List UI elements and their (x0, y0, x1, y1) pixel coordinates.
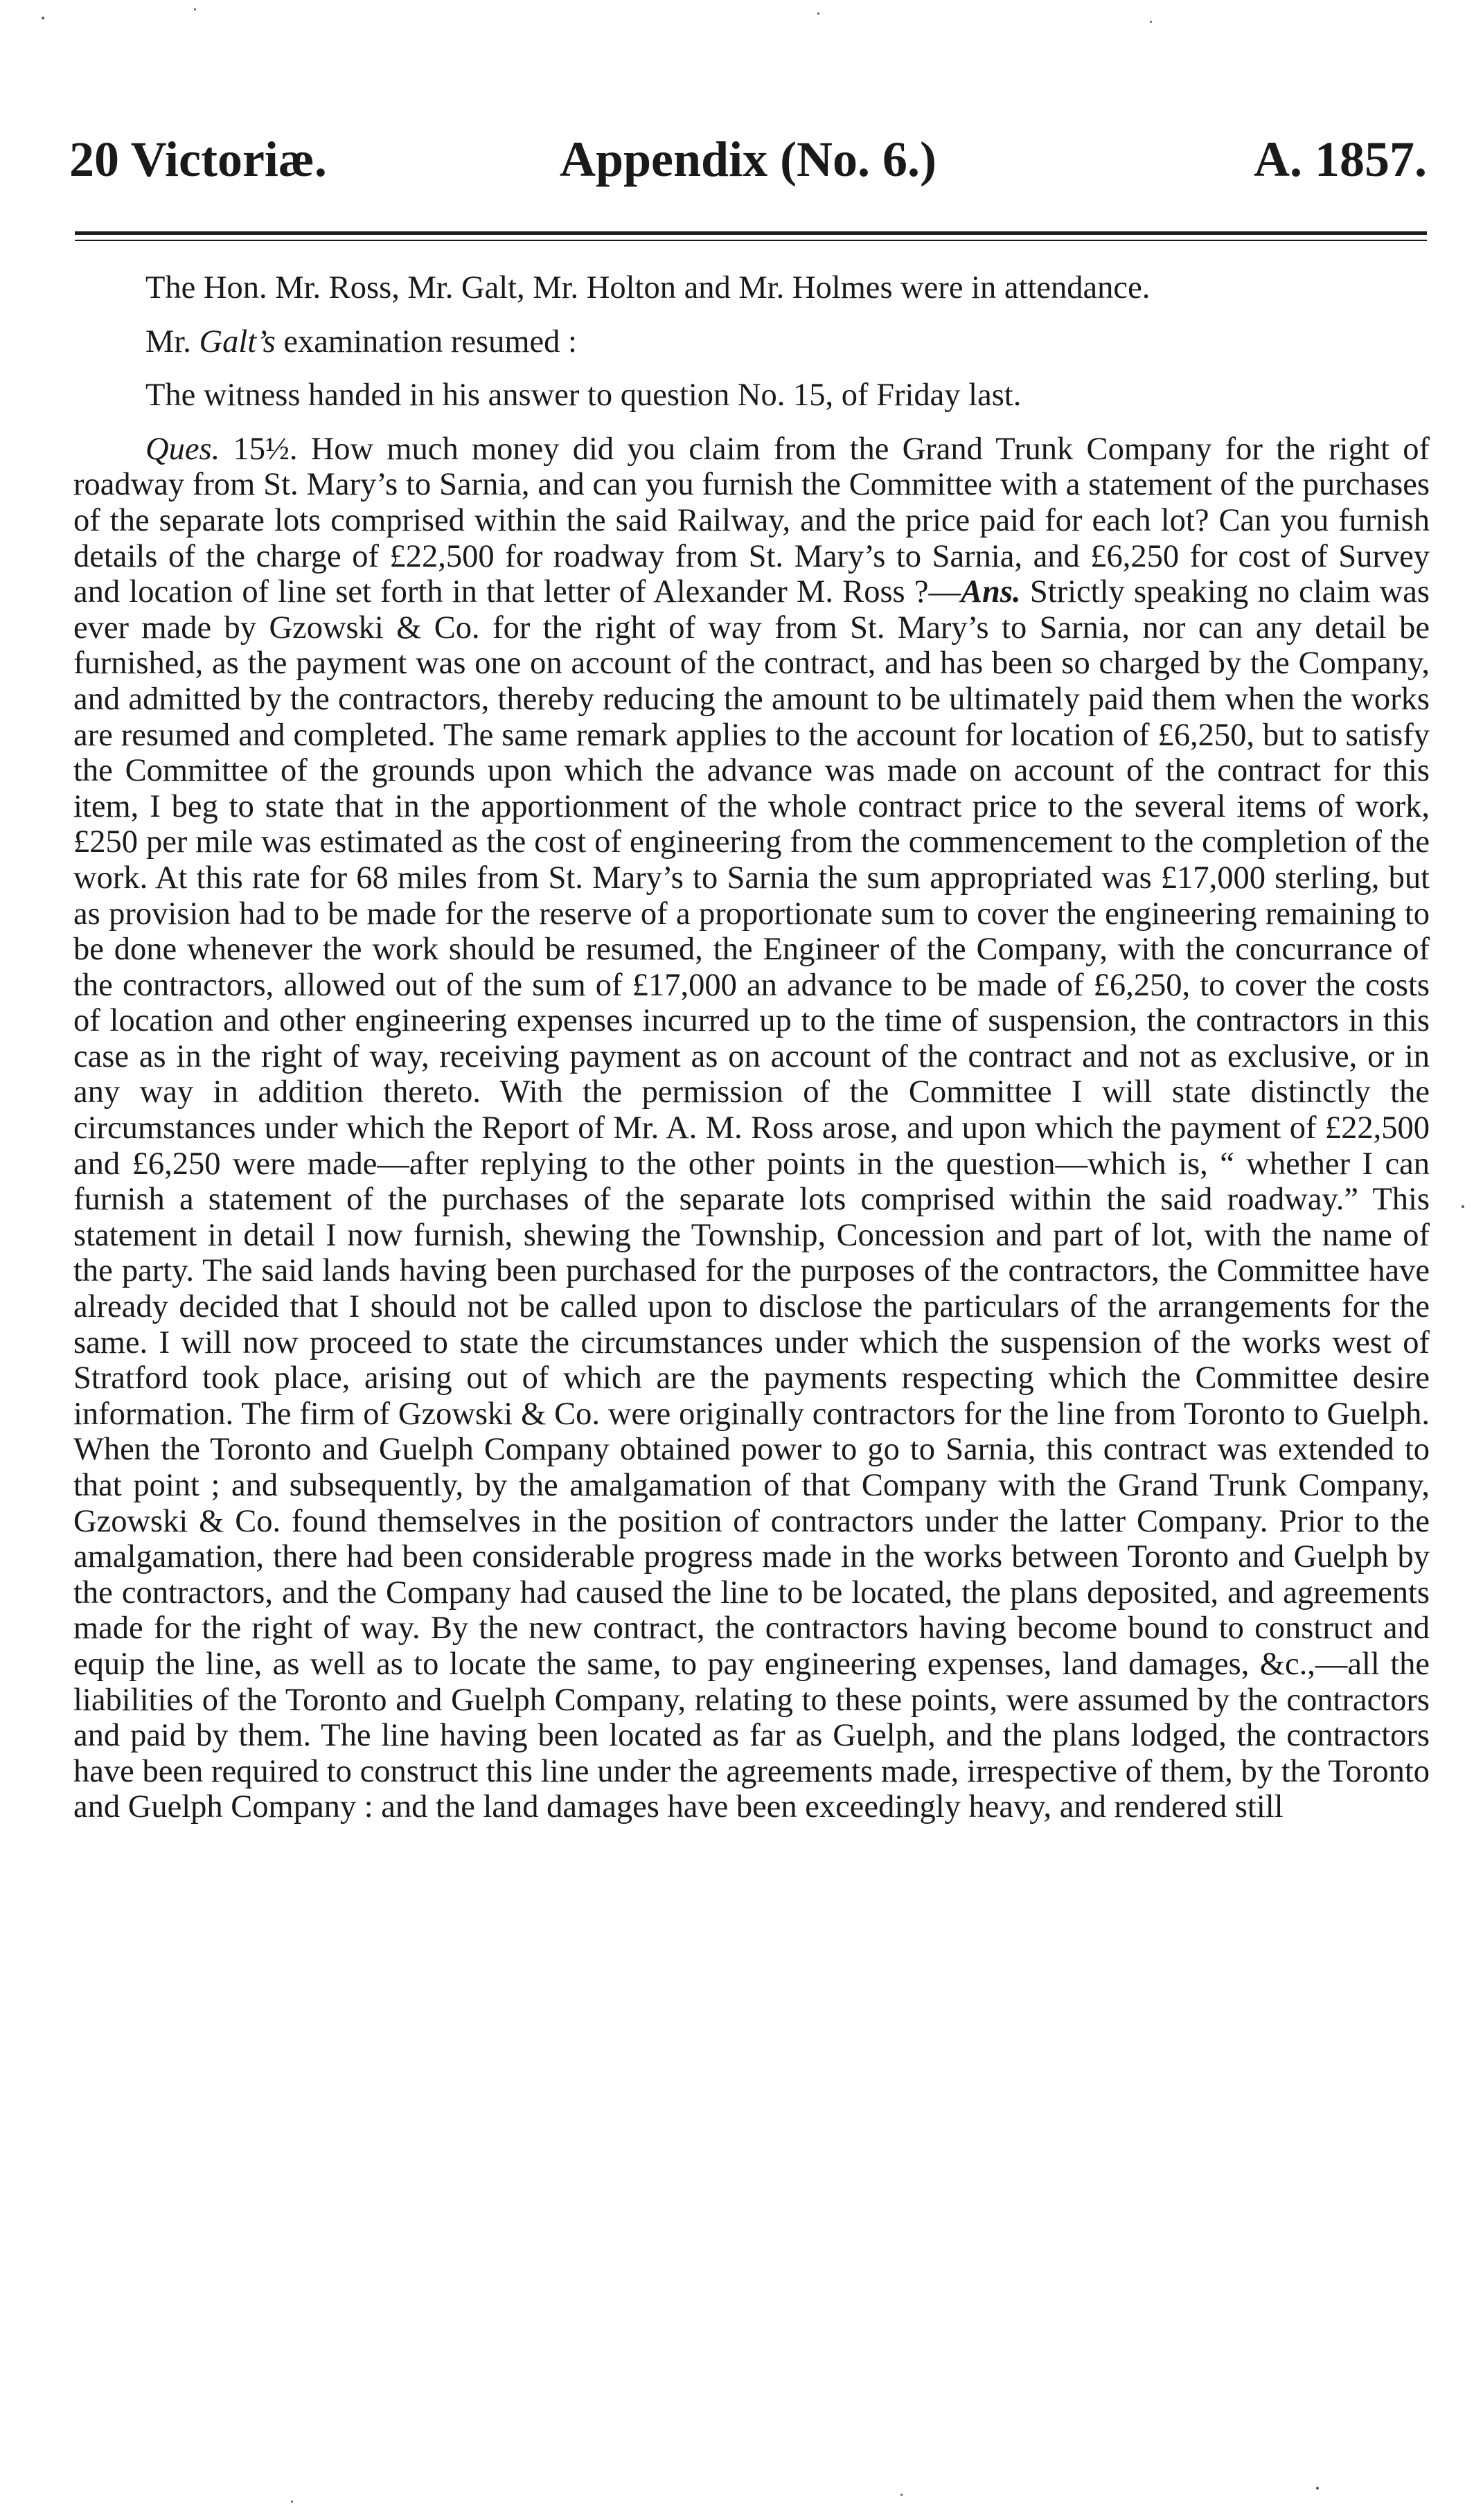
answer-body: Strictly speaking no claim was ever made by Gzowski & Co. for the right of way from St. Mary’s to Sarnia, nor can any detail be furnished, as the payment was one on account of the contract, and has been so charged by the Company, and admitted by the contractors, thereby reducing the amount to be ultimately paid them when the works are resumed and completed. The same remark applies to the account for location of £6,250, but to satisfy the Committee of the grounds upon which the advance was made on account of the contract for this item, I beg to state that in the apportionment of the whole contract price to the several items of work, £250 per mile was estimated as the cost of engineering from the commencement to the completion of the work. At this rate for 68 miles from St. Mary’s to Sarnia the sum appropriated was £17,000 sterling, but as provision had to be made for the reserve of a proportionate sum to cover the engineering remaining to be done whenever the work should be resumed, the Engineer of the Company, with the concurrance of the contractors, allowed out of the sum of £17,000 an advance to be made of £6,250, to cover the costs of location and other engineering expenses incurred up to the time of suspension, the contractors in this case as in the right of way, receiving payment as on account of the contract and not as exclusive, or in any way in addition thereto. With the permission of the Committee I will state distinctly the circumstances under which the Report of Mr. A. M. Ross arose, and upon which the payment of £22,500 and £6,250 were made—after replying to the other points in the question—which is, “ whether I can furnish a statement of the purchases of the separate lots comprised within the said roadway.” This statement in detail I now furnish, shewing the Township, Concession and part of lot, with the name of the party. The said lands having been purchased for the purposes of the contractors, the Committee have already decided that I should not be called upon to disclose the particulars of the arrangements for the same. I will now proceed to state the circumstances under which the suspension of the works west of Stratford took place, arising out of which are the payments respecting which the Committee desire information. The firm of Gzowski & Co. were originally contractors for the line from Toronto to Guelph. When the Toronto and Guelph Company obtained power to go to Sarnia, this contract was extended to that point ; and subsequently, by the amalgamation of that Company with the Grand Trunk Company, Gzowski & Co. found themselves in the position of contractors under the latter Company. Prior to the amalgamation, there had been considerable progress made in the works between Toronto and Guelph by the contractors, and the Company had caused the line to be located, the plans deposited, and agreements made for the right of way. By the new contract, the contractors having become bound to construct and equip the line, as well as to locate the same, to pay engineering expenses, land damages, &c.,—all the liabilities of the Toronto and Guelph Company, relating to these points, were assumed by the contractors and paid by them. The line having been located as far as Guelph, and the plans lodged, the contractors have been required to construct this line under the agreements made, irrespective of them, by the Toronto and Guelph Company : and the land damages have been exceedingly heavy, and rendered still (73, 574, 1430, 1825)
question-body: 15½. How much money did you claim from the Grand Trunk Company for the right of roadway from St. Mary’s to Sarnia, and can you furnish the Committee with a statement of the purchases of the separate lots comprised within the said Railway, and the price paid for each lot? Can you furnish details of the charge of £22,500 for roadway from St. Mary’s to Sarnia, and £6,250 for cost of Survey and location of line set forth in that letter of Alexander M. Ross ?— (73, 431, 1430, 610)
header-rule (75, 231, 1427, 241)
attendance-paragraph: The Hon. Mr. Ross, Mr. Galt, Mr. Holton and Mr. Holmes were in attendance. (145, 270, 1151, 305)
handed-in-paragraph: The witness handed in his answer to question No. 15, of Friday last. (145, 378, 1022, 414)
header-appendix: Appendix (No. 6.) (559, 132, 937, 187)
question-label: Ques. (145, 431, 220, 467)
answer-label: Ans. (961, 574, 1021, 610)
witness-name: Galt’s (199, 323, 276, 360)
examination-resumed-paragraph (73, 324, 1430, 360)
resumed-prefix: Mr. (145, 323, 199, 360)
header-session: 20 Victoriæ. (69, 132, 327, 187)
header-year: A. 1857. (1254, 132, 1427, 187)
question-answer-paragraph (73, 432, 1430, 1825)
resumed-suffix: examination resumed : (275, 323, 577, 360)
body-text (73, 270, 1430, 1825)
running-header (69, 125, 1427, 194)
